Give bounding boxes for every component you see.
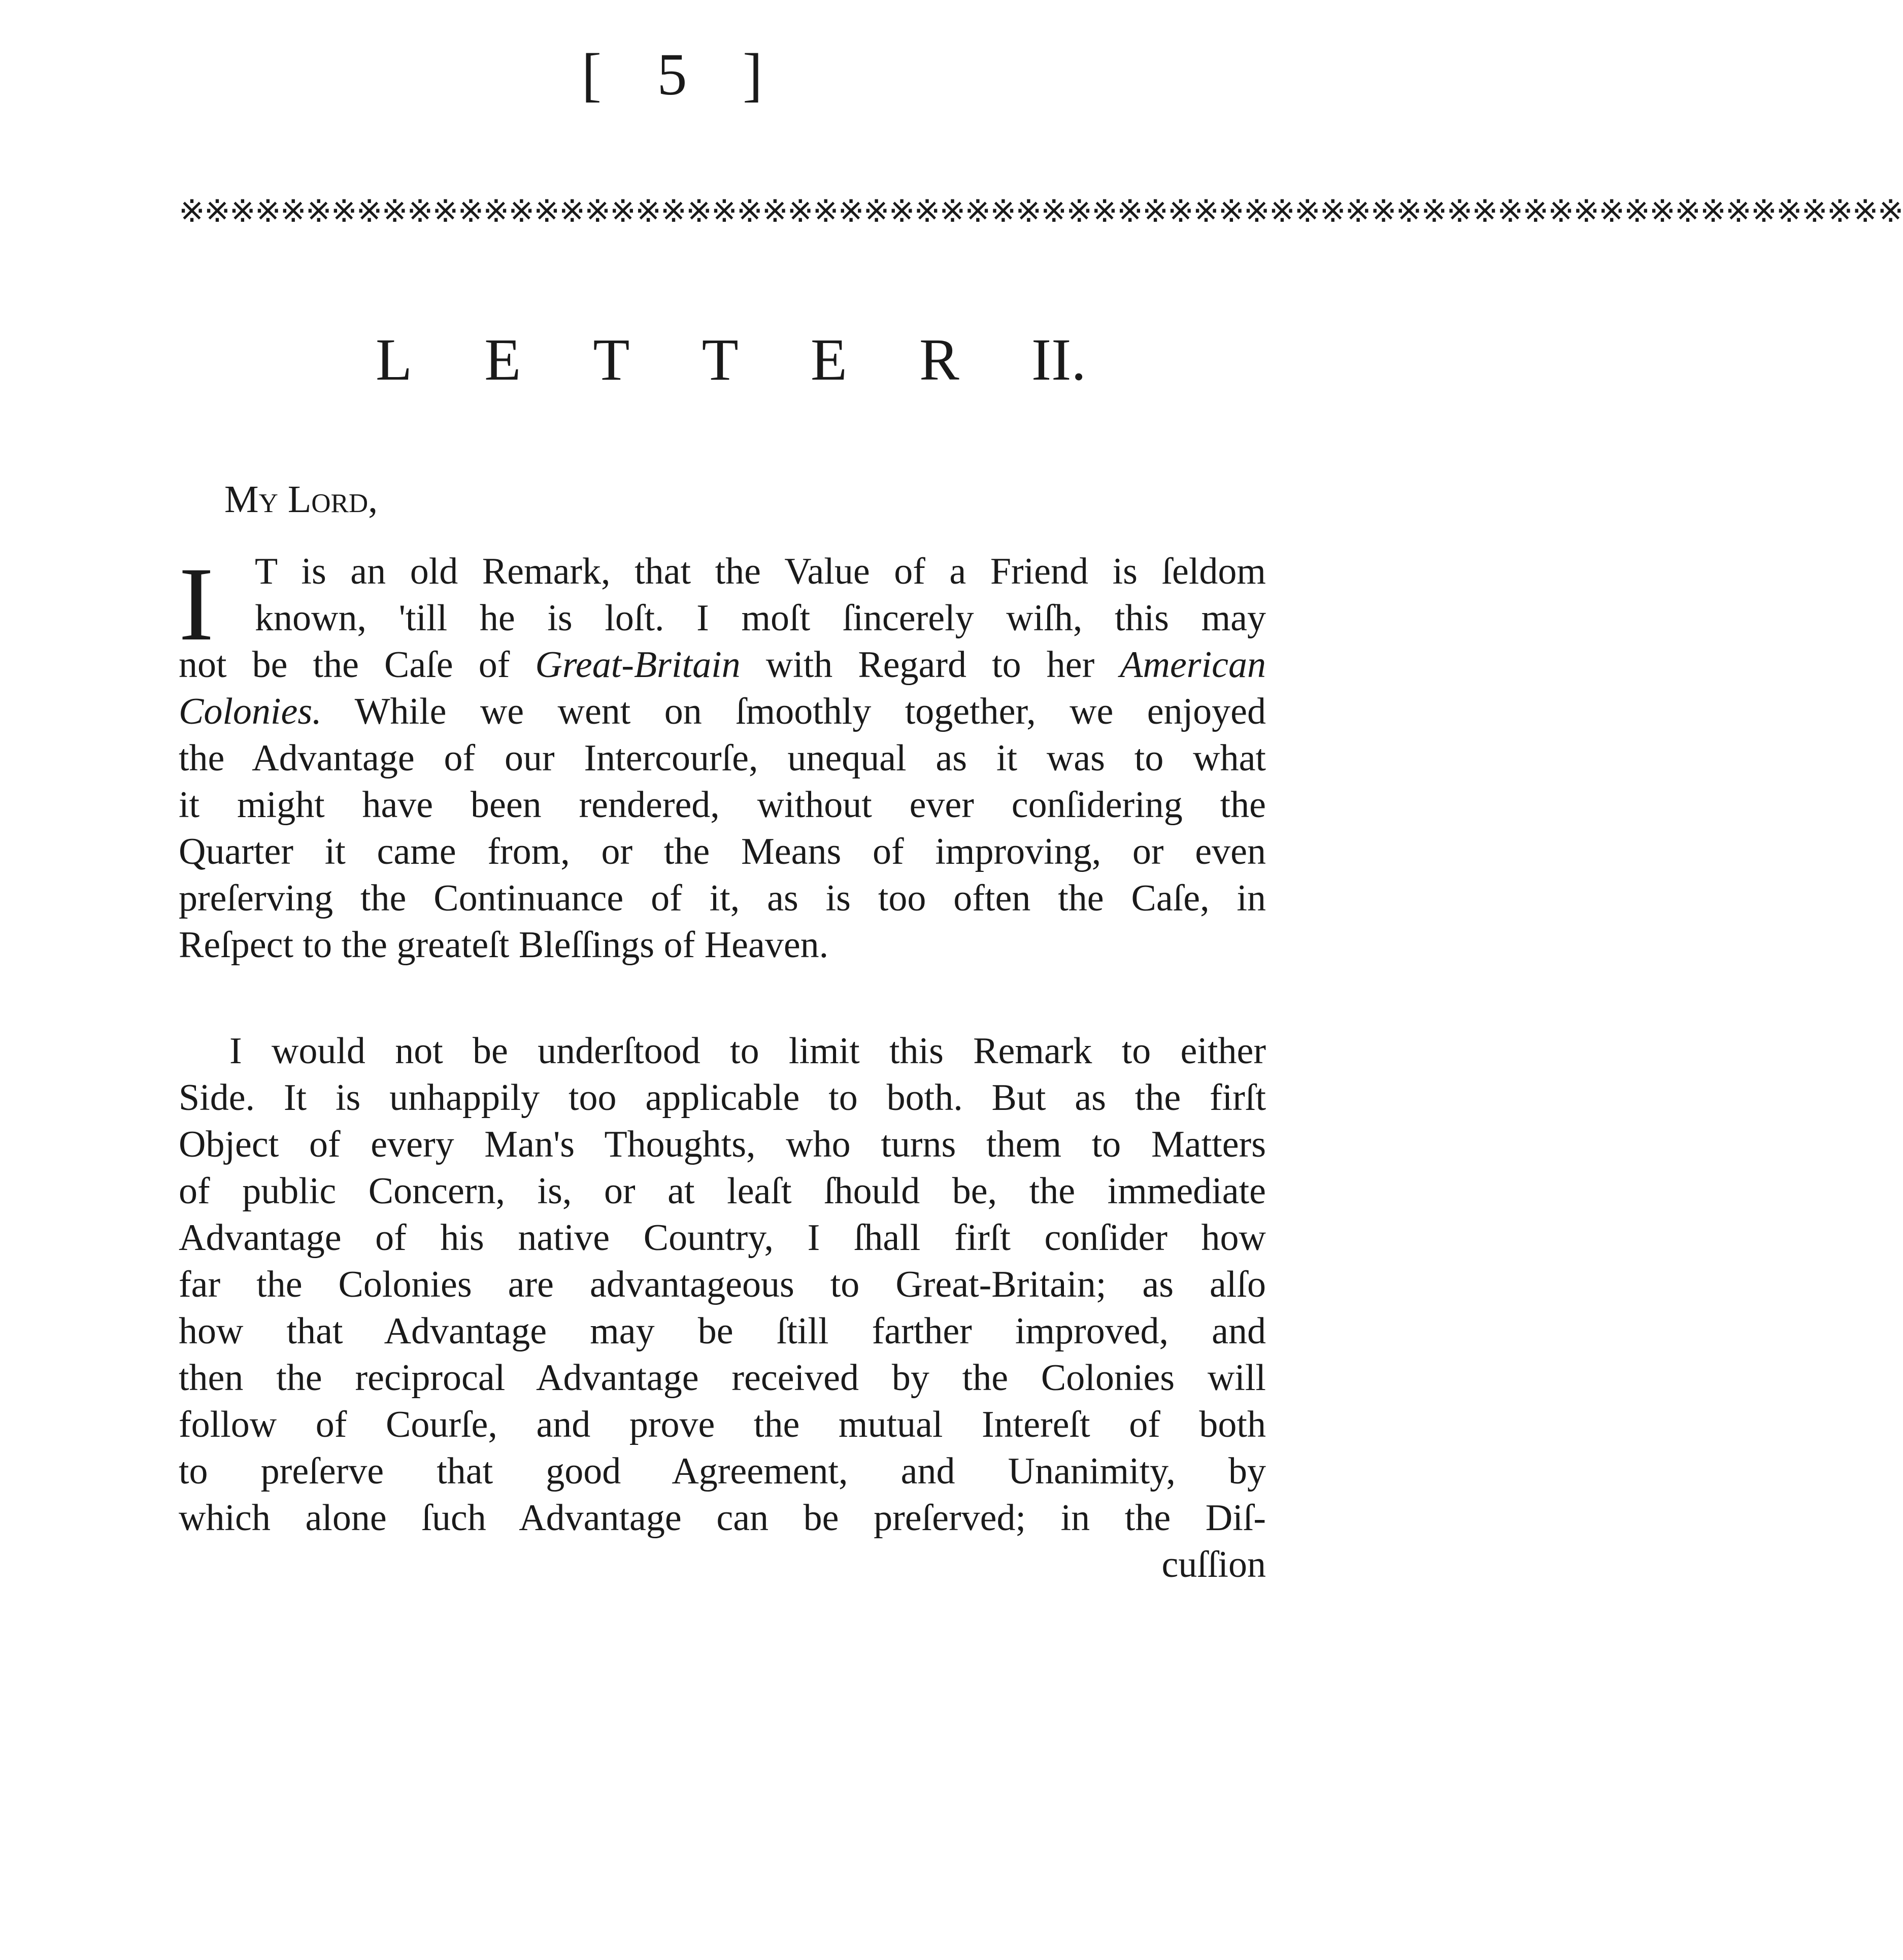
title-letter: II. — [1031, 326, 1086, 393]
paragraph-2 — [179, 1028, 1266, 1588]
text-line: how that Advantage may be ſtill farther improved, and — [179, 1310, 1266, 1352]
title-letter: R — [919, 326, 959, 393]
text-line: I would not be underſtood to limit this Remark to either — [229, 1030, 1266, 1072]
ornamental-divider: ※※※※※※※※※※※※※※※※※※※※※※※※※※※※※※※※※※※※※※※※※※※※※※※※※※※※※※※※※※※※※※※※※※※※ — [179, 194, 1903, 229]
text-line: preſerving the Continuance of it, as is too often the Caſe, in — [179, 877, 1266, 919]
italic-run: Great-Britain — [535, 644, 741, 686]
title-letter: L — [376, 326, 413, 393]
paragraph-1 — [179, 548, 1266, 968]
text-run: not be the Caſe of — [179, 644, 536, 686]
title-letter: E — [810, 326, 847, 393]
text-line — [179, 641, 1266, 688]
italic-run: Colonies. — [179, 691, 322, 732]
text-line: it might have been rendered, without ever conſidering the — [179, 784, 1266, 826]
text-line: then the reciprocal Advantage received by the Colonies will — [179, 1357, 1266, 1399]
text-line: T is an old Remark, that the Value of a Friend is ſeldom — [255, 551, 1266, 592]
text-run: with Regard to her — [740, 644, 1120, 686]
text-line: to preſerve that good Agreement, and Unanimity, by — [179, 1450, 1266, 1492]
page-number: [ 5 ] — [581, 41, 783, 108]
text-line: known, 'till he is loſt. I moſt ſincerely wiſh, this may — [255, 597, 1266, 639]
catchword: cuſſion — [1161, 1544, 1266, 1585]
text-line: far the Colonies are advantageous to Great-Britain; as alſo — [179, 1264, 1266, 1305]
text-line: Quarter it came from, or the Means of improving, or even — [179, 831, 1266, 872]
text-line: Reſpect to the greateſt Bleſſings of Heaven. — [179, 924, 829, 966]
text-line — [179, 688, 1266, 735]
text-line: the Advantage of our Intercourſe, unequal as it was to what — [179, 737, 1266, 779]
text-line: Object of every Man's Thoughts, who turns them to Matters — [179, 1124, 1266, 1165]
text-line: Advantage of his native Country, I ſhall firſt conſider how — [179, 1217, 1266, 1259]
salutation: My Lord, — [224, 478, 378, 521]
title-letter: T — [702, 326, 739, 393]
drop-cap: I — [179, 546, 214, 662]
text-line: follow of Courſe, and prove the mutual Intereſt of both — [179, 1404, 1266, 1445]
text-line: of public Concern, is, or at leaſt ſhould be, the immediate — [179, 1170, 1266, 1212]
title-letter: E — [484, 326, 521, 393]
title-letter: T — [593, 326, 630, 393]
letter-title — [376, 326, 1086, 393]
text-run: While we went on ſmoothly together, we enjoyed — [321, 691, 1266, 732]
text-line: Side. It is unhappily too applicable to both. But as the firſt — [179, 1077, 1266, 1119]
italic-run: American — [1120, 644, 1266, 686]
text-line: which alone ſuch Advantage can be preſerved; in the Diſ- — [179, 1497, 1266, 1539]
